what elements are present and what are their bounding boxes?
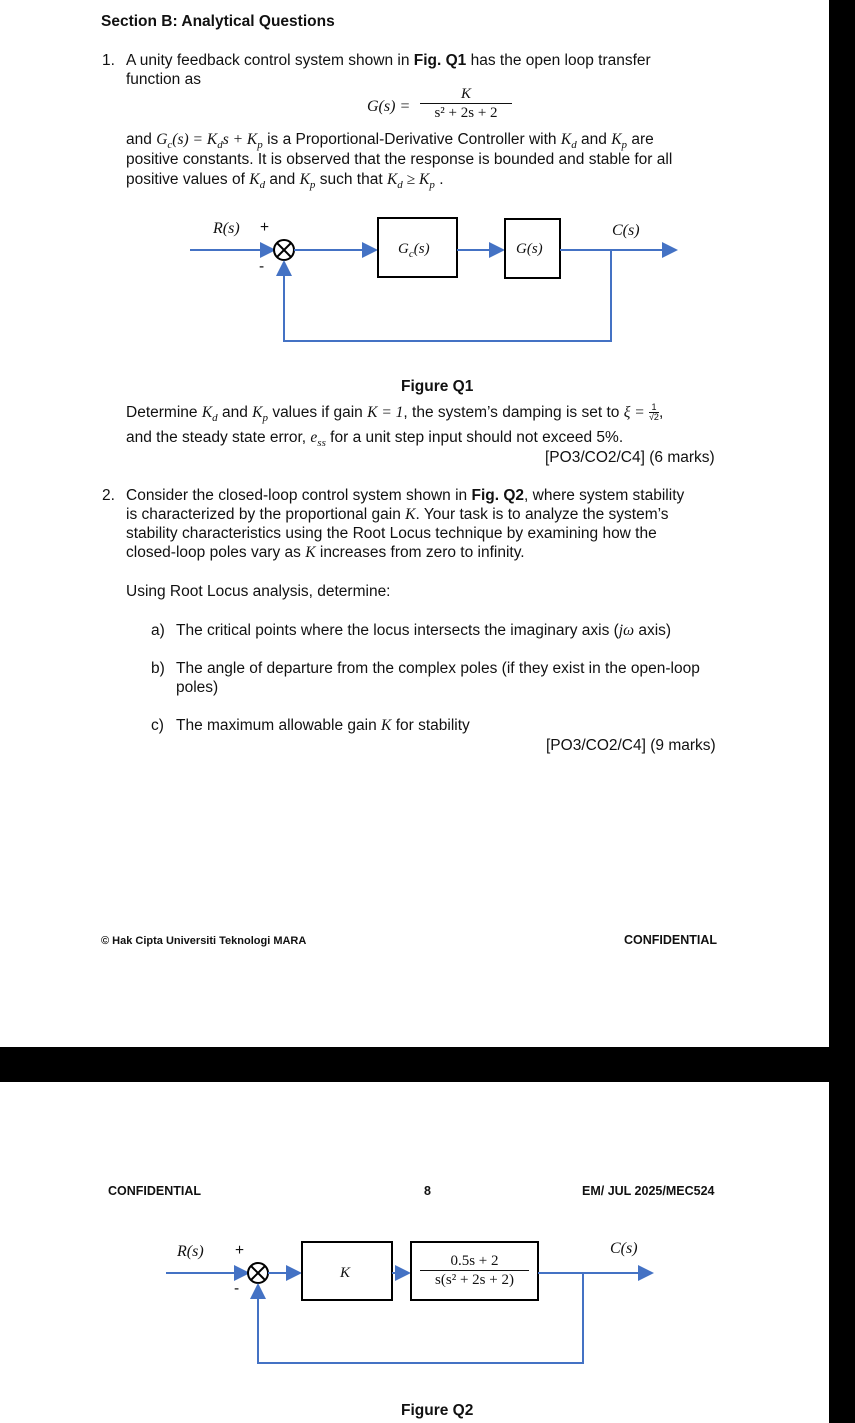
q2-b-label: b) [151,660,165,677]
figure-q1-caption: Figure Q1 [401,378,474,395]
q2-input-label: R(s) [177,1243,204,1260]
q2-intro: Using Root Locus analysis, determine: [126,583,391,600]
q1-controller-label: $G_c(s)$ [398,241,430,260]
section-title: Section B: Analytical Questions [101,13,335,30]
q1-determine-line1: Determine $K_d$ and $K_p$ values if gain K = 1, the system’s damping is set to ξ = $\frac{1}{√2}$ , [126,402,664,425]
q1-eq-denominator: s² + 2s + 2 [420,103,512,123]
q2-line1: Consider the closed-loop control system shown in Fig. Q2, where system stability [126,487,685,504]
q2-line3: stability characteristics using the Root Locus technique by examining how the [126,525,657,542]
q2-minus-sign: - [234,1280,240,1297]
header-course-code: EM/ JUL 2025/MEC524 [582,1184,715,1198]
q2-plant-numerator: 0.5s + 2 [450,1253,499,1269]
q2-c-label: c) [151,717,164,734]
q1-line2: function as [126,71,201,88]
q2-output-label: C(s) [610,1240,638,1257]
q2-marks: [PO3/CO2/C4] (9 marks) [546,737,716,754]
q1-paragraph-line1: and $G_c(s) = K_ds + K_p$ is a Proportional-Derivative Controller with $K_d$ and $K_p$ are [126,131,654,152]
q1-line1: A unity feedback control system shown in Fig. Q1 has the open loop transfer [126,52,651,69]
footer-copyright: © Hak Cipta Universiti Teknologi MARA [101,935,307,947]
q1-eq-lhs: G(s) = [367,98,411,115]
q2-b-text-line1: The angle of departure from the complex poles (if they exist in the open-loop [176,660,700,677]
q2-a-label: a) [151,622,165,639]
header-confidential: CONFIDENTIAL [108,1184,202,1198]
q1-paragraph-line2: positive constants. It is observed that the response is bounded and stable for all [126,151,673,168]
q2-line2: is characterized by the proportional gain K. Your task is to analyze the system’s [126,506,669,523]
q1-plant-label: G(s) [516,241,543,257]
q1-plus-sign: + [260,219,270,236]
figure-q1-diagram [0,0,829,360]
header-page-number: 8 [424,1184,431,1198]
q2-number: 2. [102,487,115,504]
q1-output-label: C(s) [612,222,640,239]
footer-confidential: CONFIDENTIAL [624,933,718,947]
q1-determine-line2: and the steady state error, $e_{ss}$ for a unit step input should not exceed 5%. [126,429,624,450]
q2-b-text-line2: poles) [176,679,219,696]
q2-line4: closed-loop poles vary as K increases from zero to infinity. [126,544,525,561]
q2-gain-label: K [340,1265,351,1281]
q1-marks: [PO3/CO2/C4] (6 marks) [545,449,715,466]
q2-plant-denominator: s(s² + 2s + 2) [420,1270,529,1290]
q2-plant-transfer-function [414,1252,535,1290]
q1-input-label: R(s) [213,220,240,237]
document-page-2 [0,1082,829,1423]
q1-minus-sign: - [259,258,265,275]
figure-q2-caption: Figure Q2 [401,1402,474,1419]
q1-paragraph-line3: positive values of $K_d$ and $K_p$ such that $K_d \ge K_p$ . [126,171,444,192]
q2-a-text: The critical points where the locus intersects the imaginary axis (jω axis) [176,622,672,639]
q1-eq-numerator: K [460,86,471,102]
q2-plus-sign: + [235,1242,245,1259]
q1-number: 1. [102,52,115,69]
q2-c-text: The maximum allowable gain K for stability [176,717,470,734]
